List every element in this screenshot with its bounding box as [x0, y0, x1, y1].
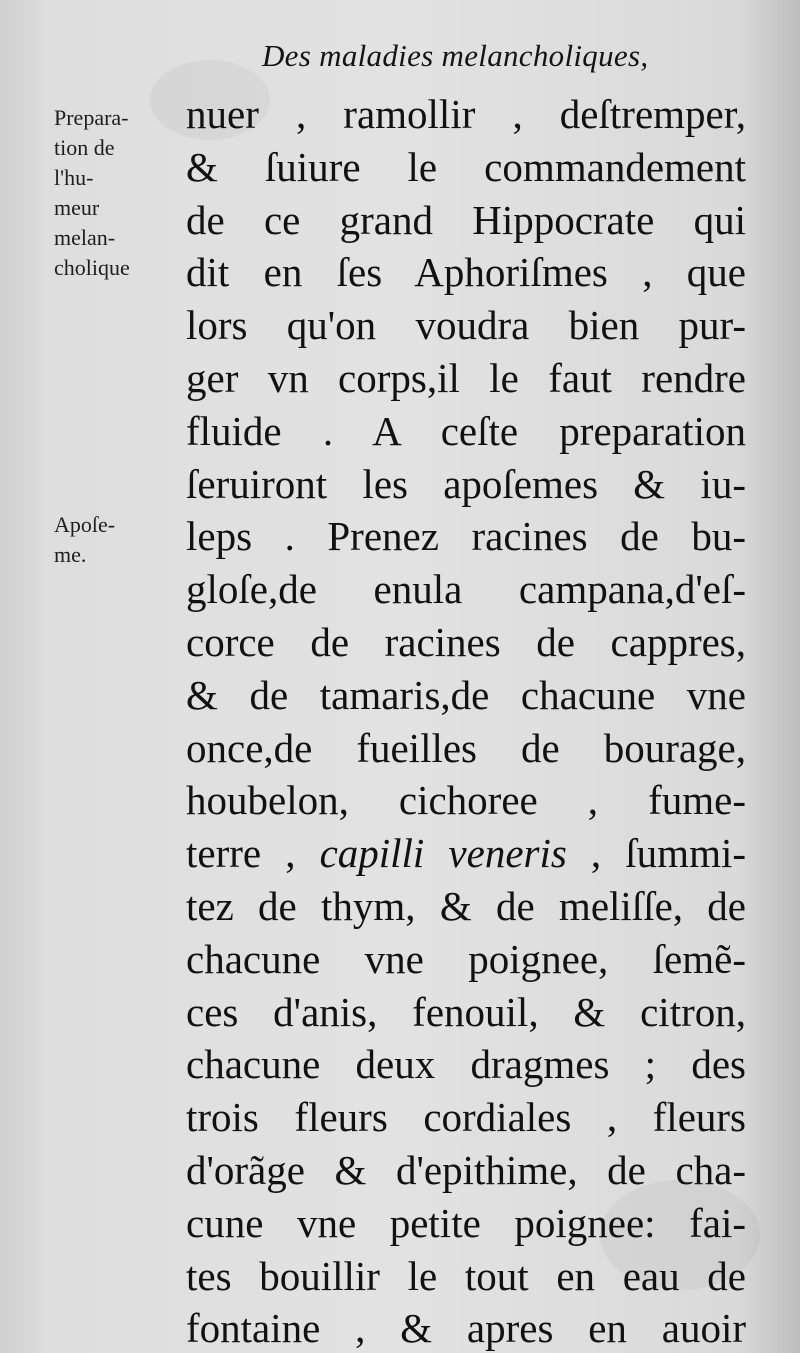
text-line: trois fleurs cordiales , fleurs: [186, 1094, 746, 1141]
text-line: ſeruiront les apoſemes & iu-: [186, 460, 746, 507]
text-line: fluide . A ceſte preparation: [186, 407, 746, 454]
text-line: ces d'anis, fenouil, & citron,: [186, 988, 746, 1035]
margin-note-line: Apoſe-: [54, 512, 116, 537]
text-line: [186, 827, 746, 880]
text-line: & ſuiure le commandement: [186, 143, 746, 190]
margin-note-aposeme: [54, 510, 115, 570]
margin-note-line: me.: [54, 542, 87, 567]
running-head: Des maladies melancholiques,: [262, 38, 649, 73]
text-line: & de tamaris,de chacune vne: [186, 671, 746, 718]
text-line: corce de racines de cappres,: [186, 618, 746, 665]
text-line: houbelon, cichoree , fume-: [186, 777, 746, 824]
margin-note-line: l'hu-: [54, 165, 94, 190]
text-line: ger vn corps,il le faut rendre: [186, 354, 746, 401]
text-line: d'orãge & d'epithime, de cha-: [186, 1146, 746, 1193]
text-line: nuer , ramollir , deſtremper,: [186, 91, 746, 137]
text-line: lors qu'on voudra bien pur-: [186, 302, 746, 349]
margin-note-line: melan-: [54, 225, 116, 250]
text-line: leps . Prenez racines de bu-: [186, 513, 746, 560]
margin-note-line: meur: [54, 195, 100, 220]
text-line: tes bouillir le tout en eau de: [186, 1252, 746, 1299]
margin-note-line: cholique: [54, 255, 130, 280]
text-line: fontaine , & apres en auoir: [186, 1305, 746, 1352]
text-line: gloſe,de enula campana,d'eſ-: [186, 566, 746, 613]
text-line: chacune deux dragmes ; des: [186, 1041, 746, 1088]
text-line: chacune vne poignee, ſemẽ-: [186, 935, 746, 982]
text-line: de ce grand Hippocrate qui: [186, 196, 746, 243]
margin-note-line: tion de: [54, 135, 115, 160]
text-line: tez de thym, & de meliſſe, de: [186, 882, 746, 929]
text-line: once,de fueilles de bourage,: [186, 724, 746, 771]
body-text: [186, 88, 746, 1353]
margin-note-line: Prepara-: [54, 105, 129, 130]
text-segment: terre ,: [186, 830, 320, 877]
text-line: dit en ſes Aphoriſmes , que: [186, 249, 746, 296]
italic-phrase: capilli veneris: [319, 830, 567, 877]
text-line: cune vne petite poignee: fai-: [186, 1199, 746, 1246]
text-segment: , ſummi-: [566, 830, 747, 877]
margin-note-preparation: [54, 103, 130, 283]
